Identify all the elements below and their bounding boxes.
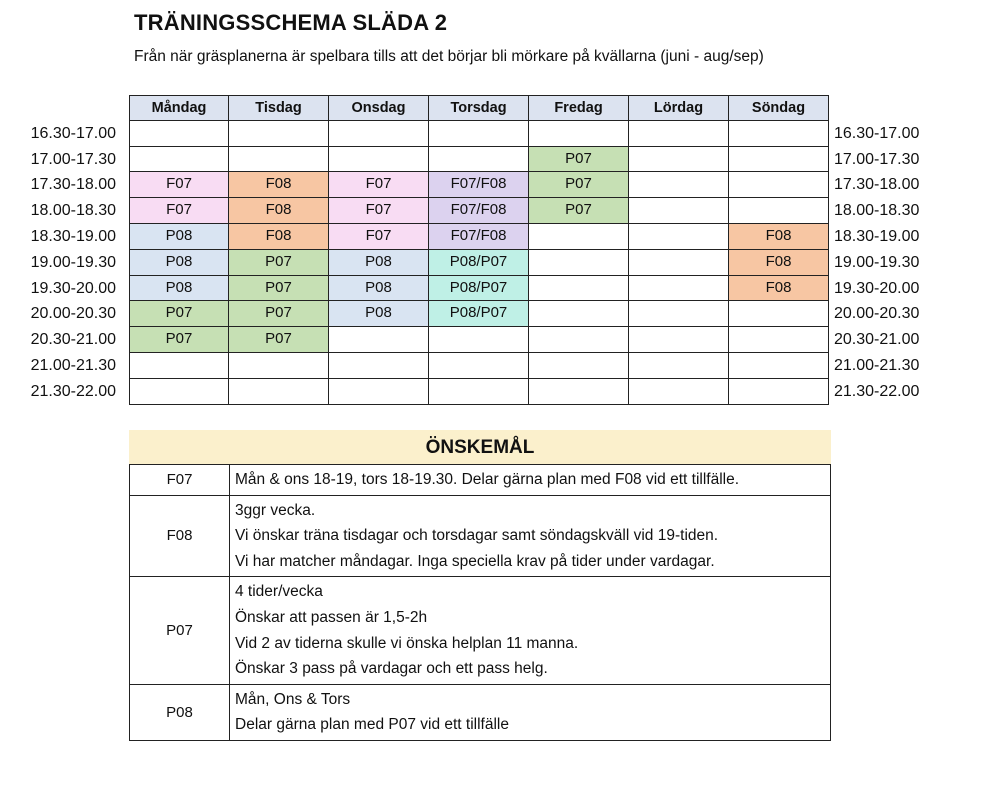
schedule-row — [0, 301, 949, 327]
schedule-cell — [429, 327, 529, 353]
day-header-1: Tisdag — [229, 95, 329, 121]
schedule-row — [0, 250, 949, 276]
schedule-cell — [629, 121, 729, 147]
schedule-row — [0, 121, 949, 147]
schedule-cell: F07 — [329, 172, 429, 198]
wish-line: 4 tider/vecka — [235, 583, 323, 601]
schedule-cell: F08 — [729, 250, 829, 276]
time-label-right: 19.00-19.30 — [834, 253, 920, 271]
schedule-cell: P07 — [229, 327, 329, 353]
schedule-cell — [129, 379, 229, 405]
schedule-cell: F07/F08 — [429, 198, 529, 224]
schedule-cell: F08 — [229, 224, 329, 250]
schedule-cell — [629, 224, 729, 250]
day-header-6: Söndag — [729, 95, 829, 121]
schedule-row — [0, 379, 949, 405]
schedule-cell — [429, 353, 529, 379]
wish-line: Delar gärna plan med P07 vid ett tillfälle — [235, 716, 509, 734]
schedule-cell: P08/P07 — [429, 276, 529, 302]
schedule-cell: P08 — [329, 301, 429, 327]
wish-line: Vi önskar träna tisdagar och torsdagar samt söndagskväll vid 19-tiden. — [235, 527, 719, 545]
schedule-cell: P07 — [529, 147, 629, 173]
schedule-row-grid — [129, 379, 829, 405]
schedule-row-grid — [129, 198, 829, 224]
time-label-right: 20.00-20.30 — [834, 305, 920, 323]
schedule-row — [0, 353, 949, 379]
schedule-cell — [329, 379, 429, 405]
header-spacer — [0, 95, 129, 121]
wish-line: Vid 2 av tiderna skulle vi önska helplan 11 manna. — [235, 634, 579, 652]
wish-team: P07 — [130, 577, 230, 683]
schedule-cell: F07/F08 — [429, 224, 529, 250]
schedule-cell — [629, 172, 729, 198]
schedule-cell: F07 — [329, 198, 429, 224]
schedule-cell: P08 — [329, 250, 429, 276]
schedule-row — [0, 198, 949, 224]
schedule-cell: P07 — [529, 198, 629, 224]
time-label-right: 18.30-19.00 — [834, 227, 920, 245]
day-header-4: Fredag — [529, 95, 629, 121]
schedule-row-grid — [129, 276, 829, 302]
time-label-right: 21.00-21.30 — [834, 356, 920, 374]
schedule-cell: P07 — [129, 327, 229, 353]
schedule-row-grid — [129, 301, 829, 327]
time-label-left: 20.00-20.30 — [30, 305, 116, 323]
wish-line: 3ggr vecka. — [235, 501, 316, 519]
wishes-title: ÖNSKEMÅL — [129, 430, 831, 464]
time-label-right: 16.30-17.00 — [834, 124, 920, 142]
schedule-cell — [329, 121, 429, 147]
wish-line: Mån & ons 18-19, tors 18-19.30. Delar gärna plan med F08 vid ett tillfälle. — [235, 471, 740, 488]
schedule-cell — [629, 379, 729, 405]
schedule-cell — [529, 121, 629, 147]
schedule-body — [0, 121, 949, 405]
time-label-left: 21.30-22.00 — [30, 382, 116, 400]
wish-line: Önskar 3 pass på vardagar och ett pass helg. — [235, 660, 548, 678]
day-header-grid — [129, 95, 829, 121]
schedule-row-grid — [129, 121, 829, 147]
schedule-cell — [529, 301, 629, 327]
wish-row — [130, 465, 831, 496]
schedule-row-grid — [129, 327, 829, 353]
schedule-cell — [329, 327, 429, 353]
schedule-cell — [529, 224, 629, 250]
wish-line: Önskar att passen är 1,5-2h — [235, 608, 428, 626]
schedule-cell: P08 — [329, 276, 429, 302]
schedule-cell — [729, 353, 829, 379]
wishes-table — [129, 464, 831, 741]
schedule-cell — [729, 198, 829, 224]
schedule-cell — [529, 379, 629, 405]
schedule-header-row — [0, 95, 949, 121]
wish-text — [230, 577, 831, 683]
schedule-cell: F08 — [229, 172, 329, 198]
day-header-2: Onsdag — [329, 95, 429, 121]
schedule-cell — [629, 353, 729, 379]
page-title: TRÄNINGSSCHEMA SLÄDA 2 — [134, 10, 448, 35]
time-label-left: 17.30-18.00 — [30, 176, 116, 194]
wish-team: F07 — [130, 465, 230, 495]
schedule-row-grid — [129, 172, 829, 198]
schedule-cell: P08 — [129, 276, 229, 302]
time-label-left: 20.30-21.00 — [30, 331, 116, 349]
time-label-left: 19.00-19.30 — [30, 253, 116, 271]
schedule-row-grid — [129, 147, 829, 173]
wish-text — [230, 496, 831, 577]
wish-team: P08 — [130, 685, 230, 740]
schedule-cell — [129, 121, 229, 147]
wish-row — [130, 577, 831, 684]
schedule-cell — [229, 379, 329, 405]
schedule-cell: F08 — [729, 224, 829, 250]
time-label-right: 18.00-18.30 — [834, 202, 920, 220]
schedule-cell: F07 — [129, 172, 229, 198]
time-label-right: 21.30-22.00 — [834, 382, 920, 400]
schedule-cell — [629, 276, 729, 302]
schedule-cell — [229, 353, 329, 379]
schedule-cell — [629, 327, 729, 353]
time-label-left: 21.00-21.30 — [30, 356, 116, 374]
schedule-cell: P08/P07 — [429, 250, 529, 276]
time-label-right: 17.30-18.00 — [834, 176, 920, 194]
schedule-cell — [729, 379, 829, 405]
schedule-table — [0, 95, 949, 405]
wish-team: F08 — [130, 496, 230, 577]
schedule-cell — [429, 121, 529, 147]
wishes-section — [129, 430, 831, 741]
schedule-cell — [529, 353, 629, 379]
time-label-right: 17.00-17.30 — [834, 150, 920, 168]
day-header-0: Måndag — [129, 95, 229, 121]
schedule-cell: F07 — [129, 198, 229, 224]
wish-text — [230, 465, 831, 495]
wish-row — [130, 685, 831, 741]
schedule-cell: P08 — [129, 224, 229, 250]
schedule-cell: P07 — [529, 172, 629, 198]
schedule-cell: F07 — [329, 224, 429, 250]
schedule-row — [0, 276, 949, 302]
time-label-left: 17.00-17.30 — [30, 150, 116, 168]
schedule-cell: P07 — [129, 301, 229, 327]
schedule-cell — [729, 172, 829, 198]
time-label-right: 20.30-21.00 — [834, 331, 920, 349]
schedule-row-grid — [129, 250, 829, 276]
schedule-row-grid — [129, 224, 829, 250]
schedule-cell — [329, 147, 429, 173]
schedule-row — [0, 172, 949, 198]
time-label-right: 19.30-20.00 — [834, 279, 920, 297]
time-label-left: 18.30-19.00 — [30, 227, 116, 245]
schedule-cell: P07 — [229, 301, 329, 327]
schedule-cell — [729, 301, 829, 327]
schedule-cell — [629, 198, 729, 224]
wish-line: Mån, Ons & Tors — [235, 690, 351, 708]
wish-text — [230, 685, 831, 740]
page-subtitle: Från när gräsplanerna är spelbara tills att det börjar bli mörkare på kvällarna (juni - aug/sep) — [134, 48, 764, 65]
schedule-row — [0, 147, 949, 173]
time-label-left: 16.30-17.00 — [30, 124, 116, 142]
schedule-cell: P08 — [129, 250, 229, 276]
schedule-cell — [529, 250, 629, 276]
schedule-cell — [229, 121, 329, 147]
schedule-cell — [229, 147, 329, 173]
wish-line: Vi har matcher måndagar. Inga speciella krav på tider under vardagar. — [235, 552, 715, 570]
schedule-cell: F08 — [729, 276, 829, 302]
schedule-cell — [129, 147, 229, 173]
schedule-cell — [129, 353, 229, 379]
schedule-cell — [529, 327, 629, 353]
schedule-cell: P08/P07 — [429, 301, 529, 327]
schedule-cell: F08 — [229, 198, 329, 224]
day-header-5: Lördag — [629, 95, 729, 121]
schedule-cell — [529, 276, 629, 302]
schedule-cell: F07/F08 — [429, 172, 529, 198]
wish-row — [130, 496, 831, 578]
schedule-cell: P07 — [229, 276, 329, 302]
schedule-row-grid — [129, 353, 829, 379]
schedule-cell — [729, 121, 829, 147]
schedule-row — [0, 327, 949, 353]
schedule-cell — [429, 379, 529, 405]
schedule-cell — [629, 250, 729, 276]
day-header-3: Torsdag — [429, 95, 529, 121]
time-label-left: 19.30-20.00 — [30, 279, 116, 297]
schedule-cell — [429, 147, 529, 173]
schedule-cell — [729, 327, 829, 353]
schedule-cell — [729, 147, 829, 173]
schedule-cell — [329, 353, 429, 379]
time-label-left: 18.00-18.30 — [30, 202, 116, 220]
schedule-cell — [629, 147, 729, 173]
schedule-cell: P07 — [229, 250, 329, 276]
schedule-cell — [629, 301, 729, 327]
schedule-row — [0, 224, 949, 250]
